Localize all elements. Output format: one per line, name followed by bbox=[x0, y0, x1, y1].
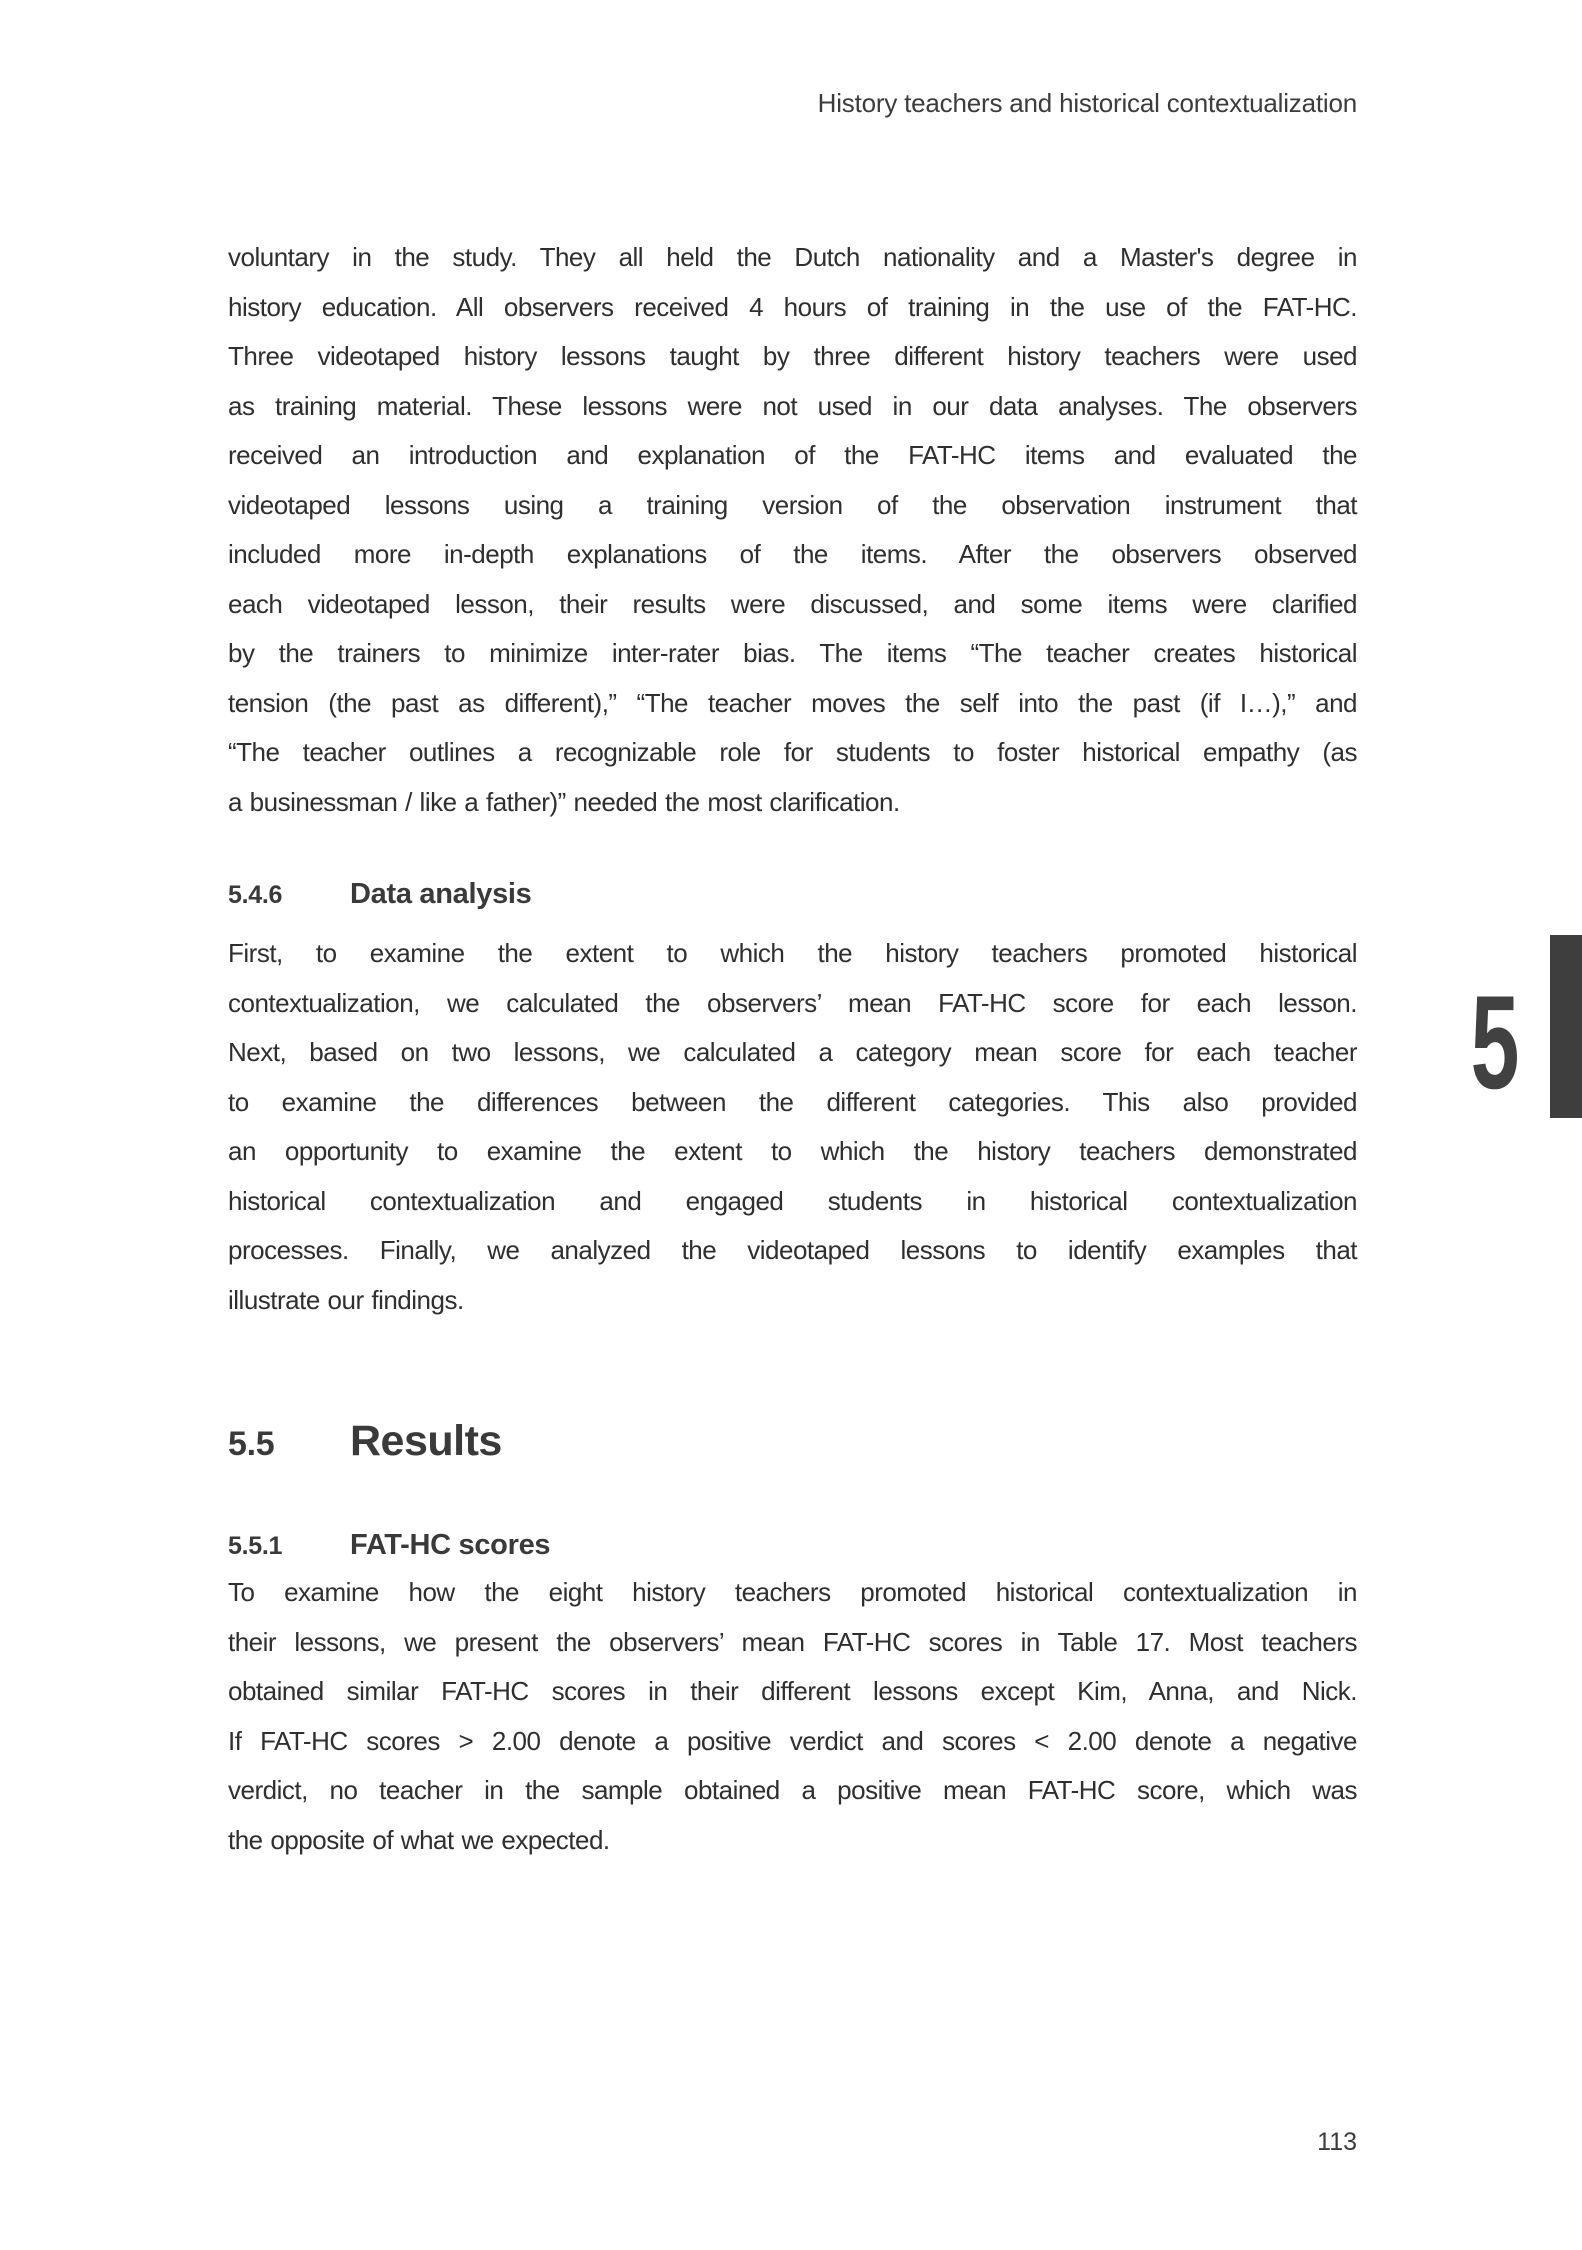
body-line: First, to examine the extent to which the history teachers promoted historical bbox=[228, 938, 1357, 968]
body-line: to examine the differences between the different categories. This also provided bbox=[228, 1086, 1357, 1117]
body-line: as training material. These lessons were not used in our data analyses. The observers bbox=[228, 390, 1357, 421]
body-line: by the trainers to minimize inter-rater bias. The items “The teacher creates historical bbox=[228, 638, 1357, 668]
paragraph-fathc-scores bbox=[228, 1568, 1357, 1865]
section-heading-551 bbox=[228, 1527, 1357, 1564]
body-line: Next, based on two lessons, we calculated a category mean score for each teacher bbox=[228, 1037, 1357, 1067]
body-line: tension (the past as different),” “The teacher moves the self into the past (if I…),” and bbox=[228, 687, 1357, 718]
body-line: a businessman / like a father)” needed the most clarification. bbox=[228, 786, 900, 817]
body-line: illustrate our findings. bbox=[228, 1284, 464, 1315]
body-line: videotaped lessons using a training version of the observation instrument that bbox=[228, 489, 1357, 520]
paragraph-training bbox=[228, 233, 1357, 827]
body-line: historical contextualization and engaged students in historical contextualization bbox=[228, 1185, 1357, 1216]
paragraph-data-analysis bbox=[228, 929, 1357, 1325]
section-title: Results bbox=[350, 1417, 502, 1465]
section-number: 5.5.1 bbox=[228, 1532, 283, 1560]
section-heading-55 bbox=[228, 1416, 1357, 1469]
body-line: each videotaped lesson, their results were discussed, and some items were clarified bbox=[228, 588, 1357, 619]
section-heading-546 bbox=[228, 876, 1357, 913]
body-line: processes. Finally, we analyzed the videotaped lessons to identify examples that bbox=[228, 1235, 1357, 1265]
body-line: received an introduction and explanation of the FAT-HC items and evaluated the bbox=[228, 440, 1357, 470]
body-line: To examine how the eight history teachers promoted historical contextualization in bbox=[228, 1577, 1357, 1607]
body-line: voluntary in the study. They all held the Dutch nationality and a Master's degree in bbox=[228, 242, 1357, 272]
running-header: History teachers and historical contextualization bbox=[817, 88, 1357, 118]
body-line: included more in-depth explanations of the items. After the observers observed bbox=[228, 539, 1357, 569]
body-line: the opposite of what we expected. bbox=[228, 1824, 610, 1855]
chapter-tab-marker bbox=[1550, 935, 1582, 1118]
body-line: their lessons, we present the observers’ mean FAT-HC scores in Table 17. Most teachers bbox=[228, 1626, 1357, 1657]
page-number: 113 bbox=[1317, 2128, 1357, 2156]
section-title: FAT-HC scores bbox=[350, 1529, 551, 1561]
body-line: an opportunity to examine the extent to which the history teachers demonstrated bbox=[228, 1136, 1357, 1166]
section-number: 5.4.6 bbox=[228, 881, 283, 909]
body-line: history education. All observers received 4 hours of training in the use of the FAT-HC. bbox=[228, 291, 1357, 322]
body-line: verdict, no teacher in the sample obtained a positive mean FAT-HC score, which was bbox=[228, 1775, 1357, 1805]
chapter-number: 5 bbox=[1470, 969, 1520, 1117]
section-title: Data analysis bbox=[350, 878, 532, 910]
body-line: obtained similar FAT-HC scores in their different lessons except Kim, Anna, and Nick. bbox=[228, 1676, 1357, 1706]
body-line: “The teacher outlines a recognizable role for students to foster historical empathy (as bbox=[228, 737, 1357, 767]
section-number: 5.5 bbox=[228, 1425, 275, 1463]
body-line: If FAT-HC scores > 2.00 denote a positive verdict and scores < 2.00 denote a negative bbox=[228, 1725, 1357, 1756]
body-line: contextualization, we calculated the observers’ mean FAT-HC score for each lesson. bbox=[228, 987, 1357, 1018]
body-line: Three videotaped history lessons taught by three different history teachers were used bbox=[228, 341, 1357, 371]
